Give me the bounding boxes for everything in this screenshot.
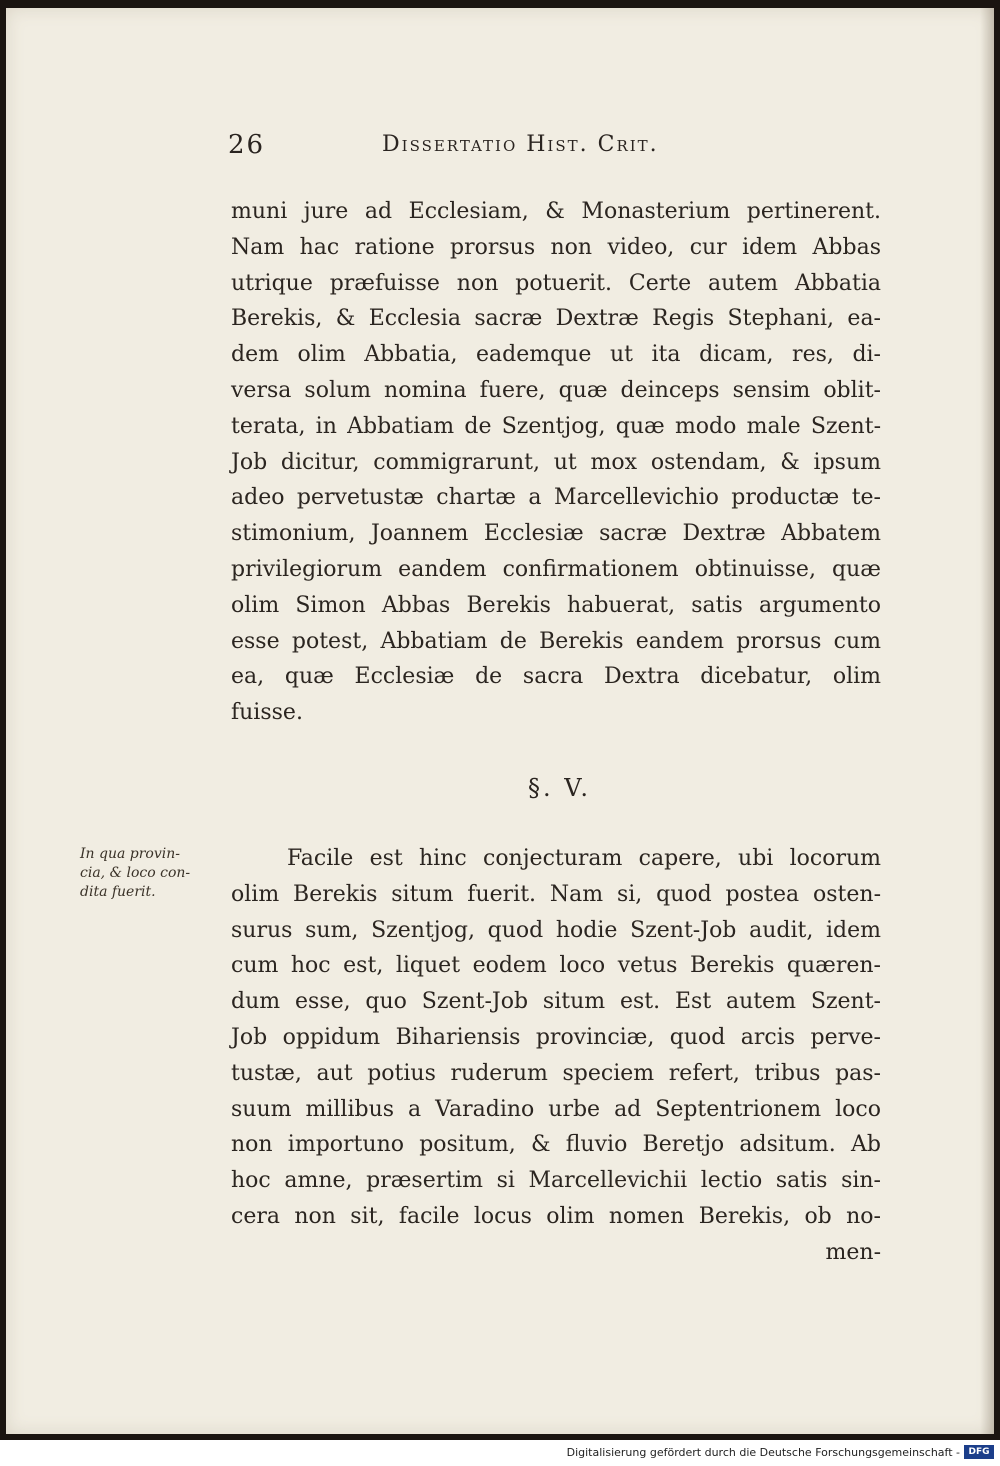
text-line: surus sum, Szentjog, quod hodie Szent-Job audit, idem [231, 917, 881, 943]
page-edge-shadow [980, 8, 994, 1434]
funding-credit: Digitalisierung gefördert durch die Deutsche Forschungsgemeinschaft - [566, 1446, 960, 1459]
text-line: cum hoc est, liquet eodem loco vetus Berekis quæren- [231, 953, 881, 979]
text-line: Berekis, & Ecclesia sacræ Dextræ Regis Stephani, ea- [231, 306, 881, 332]
text-line: hoc amne, præsertim si Marcellevichii lectio satis sin- [231, 1168, 881, 1194]
page-header [228, 130, 728, 174]
text-line: dem olim Abbatia, eademque ut ita dicam, res, di- [231, 342, 881, 368]
marginal-note-line: cia, & loco con- [80, 865, 191, 881]
text-line: olim Berekis situm fuerit. Nam si, quod postea osten- [231, 881, 881, 907]
text-line: adeo pervetustæ chartæ a Marcellevichio productæ te- [231, 485, 881, 511]
running-title: Dissertatio Hist. Crit. [382, 132, 659, 157]
text-line: suum millibus a Varadino urbe ad Septentrionem loco [231, 1096, 881, 1122]
marginal-note [80, 845, 220, 902]
text-line: tustæ, aut potius ruderum speciem refert, tribus pas- [231, 1060, 881, 1086]
text-line: olim Simon Abbas Berekis habuerat, satis argumento [231, 592, 881, 618]
text-line: utrique præfuisse non potuerit. Certe autem Abbatia [231, 270, 881, 296]
marginal-note-line: dita fuerit. [80, 884, 156, 900]
text-line: stimonium, Joannem Ecclesiæ sacræ Dextræ Abbatem [231, 521, 881, 547]
text-line: Job oppidum Bihariensis provinciæ, quod arcis perve- [231, 1024, 881, 1050]
text-line: terata, in Abbatiam de Szentjog, quæ modo male Szent- [231, 413, 881, 439]
section-heading: §. V. [528, 774, 592, 802]
text-line: cera non sit, facile locus olim nomen Berekis, ob no- [231, 1203, 881, 1229]
text-line: fuisse. [231, 700, 303, 726]
text-line: muni jure ad Ecclesiam, & Monasterium pertinerent. [231, 199, 881, 224]
footer-bar [0, 1440, 1000, 1466]
text-line: privilegiorum eandem confirmationem obtinuisse, quæ [231, 556, 881, 582]
text-line: Facile est hinc conjecturam capere, ubi locorum [287, 846, 881, 871]
text-line: Nam hac ratione prorsus non video, cur idem Abbas [231, 234, 881, 260]
text-line: non importuno positum, & fluvio Beretjo adsitum. Ab [231, 1132, 881, 1158]
text-line: esse potest, Abbatiam de Berekis eandem prorsus cum [231, 628, 881, 654]
paragraph-continuation [231, 194, 881, 731]
text-line: versa solum nomina fuere, quæ deinceps sensim oblit- [231, 377, 881, 403]
page-number: 26 [228, 130, 266, 160]
marginal-note-line: In qua provin- [80, 846, 180, 862]
catchword: men- [825, 1239, 881, 1265]
text-line: ea, quæ Ecclesiæ de sacra Dextra dicebatur, olim [231, 664, 881, 690]
text-line: Job dicitur, commigrarunt, ut mox ostendam, & ipsum [231, 449, 881, 475]
text-line: dum esse, quo Szent-Job situm est. Est autem Szent- [231, 989, 881, 1015]
section-five-paragraph [231, 841, 881, 1271]
dfg-logo: DFG [964, 1445, 994, 1459]
